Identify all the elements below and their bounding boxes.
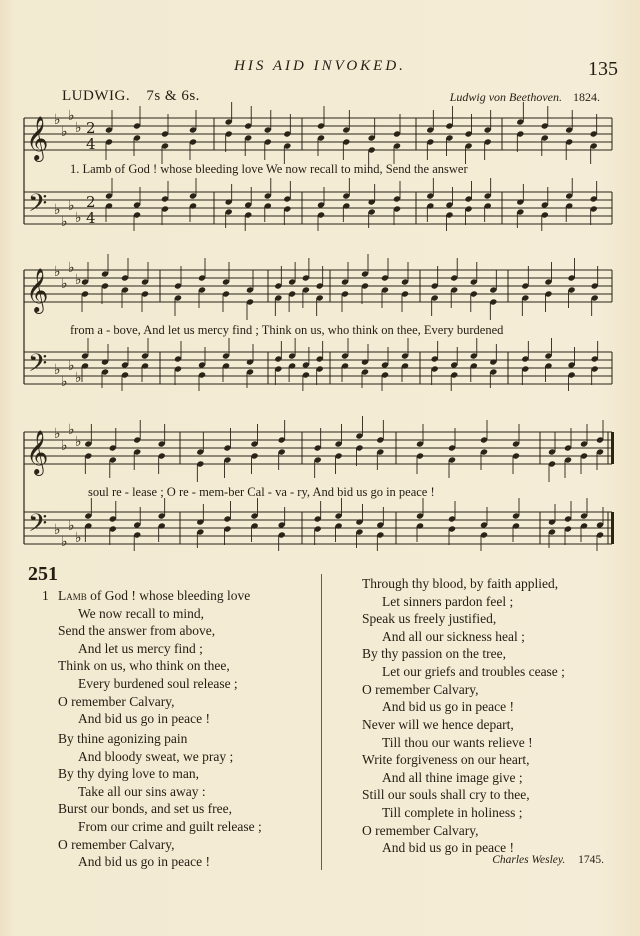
time-signature-bottom: 4 bbox=[86, 209, 96, 227]
key-flat: ♭ bbox=[68, 358, 75, 374]
stanza-line: And bid us go in peace ! bbox=[382, 699, 514, 715]
key-flat: ♭ bbox=[68, 422, 75, 438]
time-signature-top: 2 bbox=[86, 193, 96, 211]
key-flat: ♭ bbox=[54, 522, 61, 538]
stanza-line: Still our souls shall cry to thee, bbox=[362, 787, 530, 803]
stanza-3 bbox=[362, 575, 565, 716]
key-flat: ♭ bbox=[68, 198, 75, 214]
stanza-line: Let our griefs and troubles cease ; bbox=[382, 663, 565, 679]
stanza-line: And bid us go in peace ! bbox=[382, 840, 514, 856]
stanza-line: O remember Calvary, bbox=[58, 693, 175, 709]
key-flat: ♭ bbox=[75, 370, 82, 386]
composer-name: Ludwig von Beethoven. bbox=[449, 90, 562, 104]
stanza-line: Take all our sins away : bbox=[78, 783, 206, 799]
stanza-line-text: of God ! whose bleeding love bbox=[86, 588, 251, 603]
author-name: Charles Wesley. bbox=[492, 854, 566, 866]
stanza-line: And all thine image give ; bbox=[382, 769, 523, 785]
stanza-line: O remember Calvary, bbox=[362, 822, 479, 838]
tune-name: LUDWIG. bbox=[62, 88, 131, 104]
page-number: 135 bbox=[588, 58, 618, 80]
stanza-line: O remember Calvary, bbox=[362, 681, 479, 697]
key-flat: ♭ bbox=[54, 264, 61, 280]
key-flat: ♭ bbox=[68, 260, 75, 276]
key-flat: ♭ bbox=[54, 362, 61, 378]
stanza-line: By thy dying love to man, bbox=[58, 766, 199, 782]
key-flat: ♭ bbox=[54, 426, 61, 442]
stanza-line: Think on us, who think on thee, bbox=[58, 658, 230, 674]
stanza-line: And all our sickness heal ; bbox=[382, 628, 525, 644]
key-flat: ♭ bbox=[75, 210, 82, 226]
bass-clef: 𝄢 bbox=[28, 189, 48, 224]
stanza-4 bbox=[362, 716, 533, 857]
time-signature-top: 2 bbox=[86, 119, 96, 137]
bass-clef: 𝄢 bbox=[28, 349, 48, 384]
stanza-line: By thy passion on the tree, bbox=[362, 646, 506, 662]
stanza-line: Write forgiveness on our heart, bbox=[362, 752, 530, 768]
stanza-line: Let sinners pardon feel ; bbox=[382, 593, 514, 609]
key-flat: ♭ bbox=[75, 272, 82, 288]
running-title: HIS AID INVOKED. bbox=[234, 58, 406, 74]
composer-year: 1824. bbox=[573, 90, 600, 104]
time-signature-bottom: 4 bbox=[86, 135, 96, 153]
key-flat: ♭ bbox=[54, 112, 61, 128]
key-flat: ♭ bbox=[61, 374, 68, 390]
key-flat: ♭ bbox=[61, 534, 68, 550]
key-flat: ♭ bbox=[61, 124, 68, 140]
stanza-line: And bid us go in peace ! bbox=[78, 711, 210, 727]
stanza-line: And let us mercy find ; bbox=[78, 640, 203, 656]
stanza-line: Till thou our wants relieve ! bbox=[382, 734, 533, 750]
stanza-line: And bid us go in peace ! bbox=[78, 854, 210, 870]
treble-clef: 𝄞 bbox=[26, 268, 49, 312]
stanza-1 bbox=[42, 587, 251, 728]
key-flat: ♭ bbox=[75, 434, 82, 450]
stanza-line: From our crime and guilt release ; bbox=[78, 818, 262, 834]
lyrics-system-1: 1. Lamb of God ! whose bleeding love We now recall to mind, Send the answer bbox=[70, 162, 468, 176]
stanza-line: O remember Calvary, bbox=[58, 836, 175, 852]
key-flat: ♭ bbox=[61, 214, 68, 230]
key-flat: ♭ bbox=[61, 438, 68, 454]
key-flat: ♭ bbox=[68, 518, 75, 534]
final-bar bbox=[611, 512, 614, 544]
stanza-first-word: Lamb bbox=[58, 588, 87, 603]
author-year: 1745. bbox=[578, 854, 604, 866]
key-flat: ♭ bbox=[54, 202, 61, 218]
treble-clef: 𝄞 bbox=[26, 430, 49, 474]
stanza-line: Never will we hence depart, bbox=[362, 717, 514, 732]
column-divider bbox=[321, 574, 322, 870]
lyrics-system-2: from a - bove, And let us mercy find ; Think on us, who think on thee, Every burdened bbox=[70, 323, 504, 337]
treble-clef: 𝄞 bbox=[26, 116, 49, 160]
stanza-line: We now recall to mind, bbox=[78, 605, 205, 621]
tune-meter: 7s & 6s. bbox=[146, 88, 200, 104]
stanza-line: And bloody sweat, we pray ; bbox=[78, 748, 234, 764]
author-credit bbox=[492, 854, 604, 866]
bass-clef: 𝄢 bbox=[28, 509, 48, 544]
stanza-number: 1 bbox=[42, 588, 49, 603]
key-flat: ♭ bbox=[75, 120, 82, 136]
stanza-line: Every burdened soul release ; bbox=[78, 675, 238, 691]
final-bar bbox=[611, 432, 614, 464]
lyrics-system-3: soul re - lease ; O re - mem-ber Cal - va - ry, And bid us go in peace ! bbox=[88, 485, 435, 499]
stanza-line: Through thy blood, by faith applied, bbox=[362, 576, 559, 591]
stanza-line: Send the answer from above, bbox=[58, 623, 216, 639]
stanza-line: Till complete in holiness ; bbox=[382, 804, 523, 820]
stanza-line: By thine agonizing pain bbox=[58, 731, 188, 746]
stanza-2 bbox=[58, 730, 262, 871]
hymn-number: 251 bbox=[28, 563, 58, 585]
stanza-line: Speak us freely justified, bbox=[362, 611, 497, 627]
key-flat: ♭ bbox=[61, 276, 68, 292]
key-flat: ♭ bbox=[75, 530, 82, 546]
stanza-line bbox=[42, 587, 251, 605]
key-flat: ♭ bbox=[68, 108, 75, 124]
stanza-line: Burst our bonds, and set us free, bbox=[58, 801, 232, 817]
